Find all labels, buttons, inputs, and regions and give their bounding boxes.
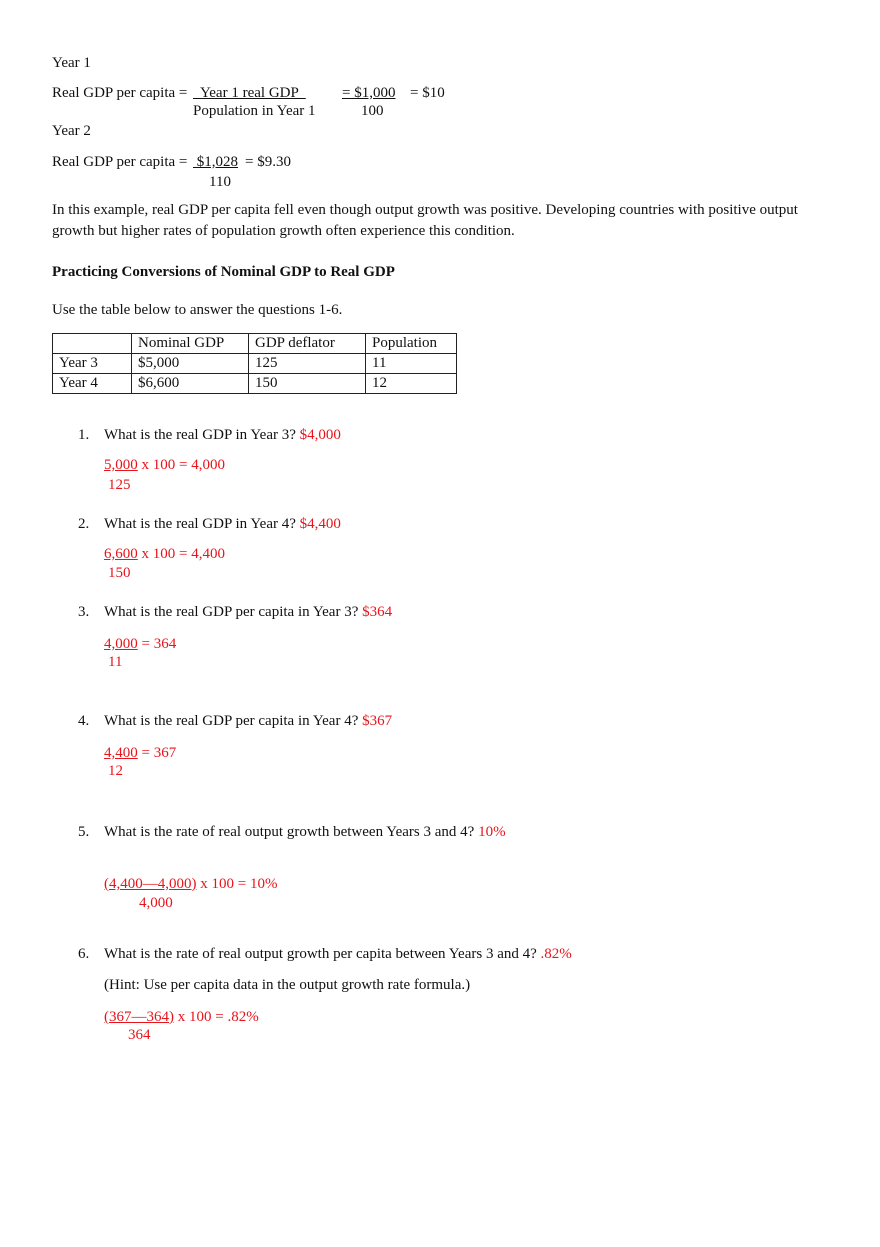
- work-line-1: [104, 456, 225, 474]
- explanation-paragraph: In this example, real GDP per capita fell even though output growth was positive. Developing countries with positive output growth but higher rates of population growth often experience this condition.: [52, 202, 798, 239]
- work-numerator: 5,000: [104, 457, 138, 473]
- table-cell: $6,600: [132, 374, 249, 394]
- question-5: [104, 823, 506, 841]
- work-line-6: [104, 1008, 259, 1026]
- section-heading: Practicing Conversions of Nominal GDP to Real GDP: [52, 264, 395, 280]
- question-number: 5.: [78, 824, 90, 840]
- table-cell: 12: [366, 374, 457, 394]
- year1-value-denominator: 100: [361, 103, 384, 119]
- work-line-2: [104, 545, 225, 563]
- year1-formula-lhs: Real GDP per capita =: [52, 85, 188, 101]
- year1-formula-denominator: Population in Year 1: [193, 103, 316, 119]
- question-3: [104, 603, 392, 621]
- year2-formula-lhs: Real GDP per capita =: [52, 154, 188, 170]
- question-answer: $4,000: [299, 427, 341, 443]
- work-denominator: 12: [108, 763, 123, 779]
- question-answer: 10%: [478, 824, 506, 840]
- work-rest: x 100 = 10%: [196, 876, 278, 892]
- work-denominator: 4,000: [139, 895, 173, 911]
- work-numerator: (4,400—4,000): [104, 876, 197, 892]
- work-line-4: [104, 744, 176, 762]
- question-text: What is the real GDP per capita in Year 4?: [104, 713, 359, 729]
- work-numerator: 4,000: [104, 636, 138, 652]
- work-numerator: 4,400: [104, 745, 138, 761]
- year1-result: = $10: [410, 85, 445, 101]
- work-rest: = 364: [137, 636, 177, 652]
- question-text: What is the rate of real output growth between Years 3 and 4?: [104, 824, 475, 840]
- table-row: [53, 374, 457, 394]
- work-rest: x 100 = 4,000: [137, 457, 225, 473]
- table-header-row: [53, 334, 457, 354]
- work-rest: x 100 = 4,400: [137, 546, 225, 562]
- question-number: 3.: [78, 604, 90, 620]
- question-text: What is the real GDP in Year 3?: [104, 427, 296, 443]
- work-denominator: 11: [108, 654, 123, 670]
- question-answer: $4,400: [299, 516, 341, 532]
- question-1: [104, 426, 341, 444]
- question-number: 4.: [78, 713, 90, 729]
- work-rest: x 100 = .82%: [174, 1009, 259, 1025]
- table-cell: $5,000: [132, 354, 249, 374]
- question-number: 2.: [78, 516, 90, 532]
- table-cell: 150: [249, 374, 366, 394]
- question-number: 1.: [78, 427, 90, 443]
- question-text: What is the rate of real output growth per capita between Years 3 and 4?: [104, 946, 537, 962]
- year1-label: Year 1: [52, 55, 91, 71]
- year2-label: Year 2: [52, 123, 91, 139]
- table-cell: Year 3: [53, 354, 132, 374]
- question-number: 6.: [78, 946, 90, 962]
- table-header-cell: Population: [366, 334, 457, 354]
- work-denominator: 125: [108, 477, 131, 493]
- work-numerator: (367—364): [104, 1009, 174, 1025]
- question-answer: .82%: [540, 946, 572, 962]
- work-rest: = 367: [137, 745, 177, 761]
- table-cell: 125: [249, 354, 366, 374]
- year1-value-numerator: = $1,000: [342, 85, 396, 101]
- question-hint: (Hint: Use per capita data in the output growth rate formula.): [104, 977, 471, 993]
- year2-result: = $9.30: [245, 154, 291, 170]
- question-6: [104, 945, 572, 963]
- work-denominator: 364: [128, 1027, 151, 1043]
- table-header-cell: Nominal GDP: [132, 334, 249, 354]
- table-cell: 11: [366, 354, 457, 374]
- table-row: [53, 354, 457, 374]
- work-denominator: 150: [108, 565, 131, 581]
- table-header-cell: [53, 334, 132, 354]
- table-instruction: Use the table below to answer the questions 1-6.: [52, 302, 343, 318]
- year2-formula-denominator: 110: [209, 174, 231, 190]
- gdp-data-table: [52, 333, 457, 394]
- question-4: [104, 712, 392, 730]
- question-answer: $367: [362, 713, 393, 729]
- question-2: [104, 515, 341, 533]
- work-numerator: 6,600: [104, 546, 138, 562]
- question-text: What is the real GDP per capita in Year 3?: [104, 604, 359, 620]
- table-cell: Year 4: [53, 374, 132, 394]
- year2-formula-numerator: $1,028: [193, 154, 238, 170]
- question-text: What is the real GDP in Year 4?: [104, 516, 296, 532]
- question-answer: $364: [362, 604, 393, 620]
- table-header-cell: GDP deflator: [249, 334, 366, 354]
- work-line-3: [104, 635, 176, 653]
- work-line-5: [104, 875, 277, 893]
- year1-formula-numerator: Year 1 real GDP: [193, 85, 306, 101]
